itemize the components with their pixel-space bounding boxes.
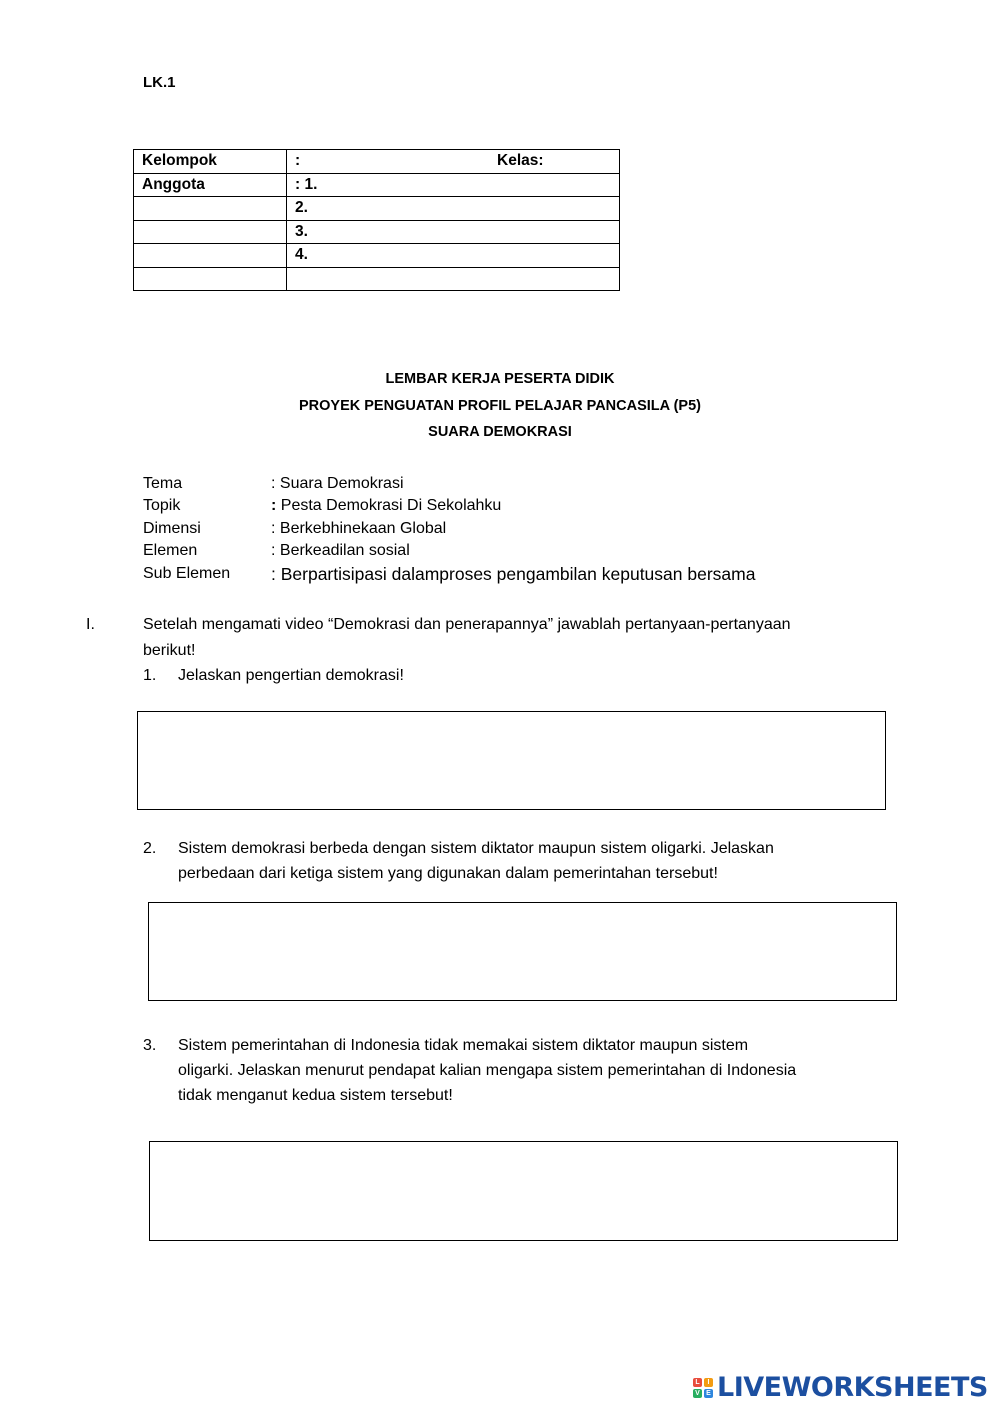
answer-box-1[interactable] <box>137 711 886 810</box>
table-row <box>134 267 620 291</box>
meta-key: Topik <box>143 497 181 514</box>
table-row <box>134 220 620 244</box>
empty-cell <box>134 244 287 268</box>
question-number: 1. <box>143 667 157 684</box>
meta-key: Dimensi <box>143 520 201 537</box>
table-row <box>134 150 620 174</box>
table-row <box>134 244 620 268</box>
empty-cell <box>134 197 287 221</box>
meta-key: Elemen <box>143 542 198 559</box>
answer-box-2[interactable] <box>148 902 897 1001</box>
brand-name: LIVEWORKSHEETS <box>717 1372 988 1403</box>
page-title: LEMBAR KERJA PESERTA DIDIK <box>385 371 615 387</box>
liveworksheets-logo <box>693 1372 988 1403</box>
anggota-label: Anggota <box>134 173 287 197</box>
kelompok-colon: : <box>295 152 301 170</box>
table-row <box>134 197 620 221</box>
empty-cell <box>134 220 287 244</box>
meta-key: Sub Elemen <box>143 565 231 582</box>
section-instruction-line2: berikut! <box>143 642 196 659</box>
meta-value: : Suara Demokrasi <box>271 475 404 492</box>
question-number: 2. <box>143 840 157 857</box>
page-topic-title: SUARA DEMOKRASI <box>428 424 572 440</box>
kelompok-label: Kelompok <box>134 150 287 174</box>
logo-mark-icon: L I V E <box>693 1378 713 1398</box>
empty-cell <box>134 267 287 291</box>
worksheet-code: LK.1 <box>143 74 176 91</box>
member-field-3[interactable]: 3. <box>287 220 620 244</box>
meta-value: : Berkebhinekaan Global <box>271 520 447 537</box>
question-text: Sistem demokrasi berbeda dengan sistem diktator maupun sistem oligarki. Jelaskan perbedaan dari ketiga sistem yang digunakan dalam pemerintahan tersebut! <box>178 840 774 882</box>
answer-box-3[interactable] <box>149 1141 898 1241</box>
meta-value: : Berpartisipasi dalamproses pengambilan keputusan bersama <box>271 564 756 584</box>
member-field-1[interactable]: : 1. <box>287 173 620 197</box>
question-number: 3. <box>143 1037 157 1054</box>
meta-value: : Berkeadilan sosial <box>271 542 410 559</box>
group-table <box>133 149 620 291</box>
kelompok-field[interactable] <box>287 150 620 174</box>
member-field-2[interactable]: 2. <box>287 197 620 221</box>
member-field-5[interactable] <box>287 267 620 291</box>
page-subtitle: PROYEK PENGUATAN PROFIL PELAJAR PANCASILA (P5) <box>298 398 701 414</box>
question-text: Sistem pemerintahan di Indonesia tidak memakai sistem diktator maupun sistem oligarki. Jelaskan menurut pendapat kalian mengapa sistem pemerintahan di Indonesia tidak menganut kedua sistem tersebut! <box>178 1037 797 1104</box>
section-numeral: I. <box>86 616 95 633</box>
meta-key: Tema <box>143 475 183 492</box>
section-instruction-line1: Setelah mengamati video “Demokrasi dan penerapannya” jawablah pertanyaan-pertanyaan <box>143 616 791 633</box>
kelas-label: Kelas: <box>497 152 544 169</box>
question-text: Jelaskan pengertian demokrasi! <box>178 667 404 684</box>
meta-value: : Pesta Demokrasi Di Sekolahku <box>271 497 502 514</box>
member-field-4[interactable]: 4. <box>287 244 620 268</box>
table-row <box>134 173 620 197</box>
